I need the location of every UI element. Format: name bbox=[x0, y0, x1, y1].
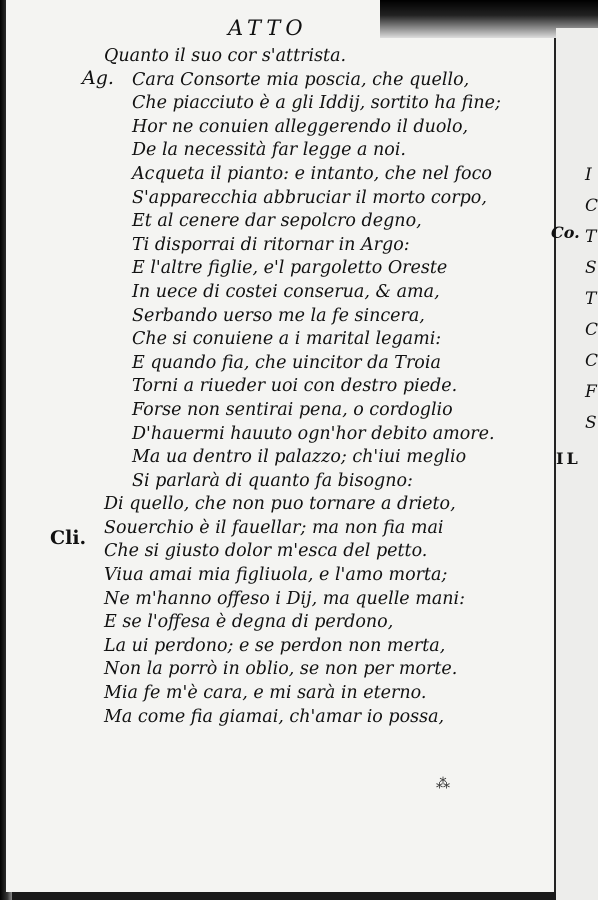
facing-page-heading-il: IL bbox=[556, 449, 581, 468]
verse-line: Et al cenere dar sepolcro degno, bbox=[132, 211, 422, 232]
ink-smudge: ⁂ bbox=[436, 776, 450, 792]
verse-line: D'hauermi hauuto ogn'hor debito amore. bbox=[132, 423, 495, 444]
verse-line: Che piacciuto è a gli Iddij, sortito ha fine; bbox=[132, 93, 501, 114]
verse-line: In uece di costei conserua, & ama, bbox=[132, 281, 440, 302]
facing-letter: I bbox=[585, 165, 592, 185]
verse-line: Acqueta il pianto: e intanto, che nel foco bbox=[132, 163, 492, 184]
running-head: ATTO bbox=[228, 16, 308, 40]
facing-letter: S bbox=[585, 258, 597, 278]
verse-line: La ui perdono; e se perdon non merta, bbox=[104, 635, 446, 656]
verse-line: E l'altre figlie, e'l pargoletto Oreste bbox=[132, 258, 448, 279]
facing-letter: S bbox=[585, 413, 597, 433]
verse-line: Cara Consorte mia poscia, che quello, bbox=[132, 69, 470, 90]
facing-letter: T bbox=[585, 289, 597, 309]
verse-line: E quando fia, che uincitor da Troia bbox=[132, 352, 441, 373]
verse-line: S'apparecchia abbruciar il morto corpo, bbox=[132, 187, 487, 208]
speaker-label-ag: Ag. bbox=[82, 67, 114, 89]
verse-line: Ma come fia giamai, ch'amar io possa, bbox=[104, 706, 445, 727]
verse-line: Mia fe m'è cara, e mi sarà in eterno. bbox=[104, 683, 427, 704]
verse-block bbox=[90, 45, 501, 729]
verse-line: Ne m'hanno offeso i Dij, ma quelle mani: bbox=[104, 588, 466, 609]
verse-line: De la necessità far legge a noi. bbox=[132, 140, 406, 161]
facing-letter: T bbox=[585, 227, 597, 247]
verse-line: Torni a riueder uoi con destro piede. bbox=[132, 376, 458, 397]
verse-line: Di quello, che non puo tornare a drieto, bbox=[104, 494, 456, 515]
facing-letter: C bbox=[585, 320, 598, 340]
verse-line: E se l'offesa è degna di perdono, bbox=[104, 612, 394, 633]
verse-line: Che si giusto dolor m'esca del petto. bbox=[104, 541, 428, 562]
facing-page-speaker-co: Co. bbox=[551, 223, 580, 242]
verse-line: Souerchio è il fauellar; ma non fia mai bbox=[104, 517, 444, 538]
speaker-label-cli: Cli. bbox=[50, 527, 87, 549]
verse-line: Serbando uerso me la fe sincera, bbox=[132, 305, 425, 326]
verse-line: Forse non sentirai pena, o cordoglio bbox=[132, 399, 453, 420]
verse-line: Si parlarà di quanto fa bisogno: bbox=[132, 470, 413, 491]
facing-letter: C bbox=[585, 351, 598, 371]
verse-line: Hor ne conuien alleggerendo il duolo, bbox=[132, 116, 469, 137]
verse-line: Che si conuiene a i marital legami: bbox=[132, 329, 442, 350]
verse-line: Quanto il suo cor s'attrista. bbox=[104, 46, 347, 66]
facing-page-letters bbox=[585, 160, 598, 439]
verse-line: Ma ua dentro il palazzo; ch'iui meglio bbox=[132, 447, 467, 468]
verse-line: Ti disporrai di ritornar in Argo: bbox=[132, 234, 410, 255]
verse-line: Non la porrò in oblio, se non per morte. bbox=[104, 659, 458, 680]
facing-letter: F bbox=[585, 382, 597, 402]
facing-letter: C bbox=[585, 196, 598, 216]
verse-line: Viua amai mia figliuola, e l'amo morta; bbox=[104, 565, 448, 586]
